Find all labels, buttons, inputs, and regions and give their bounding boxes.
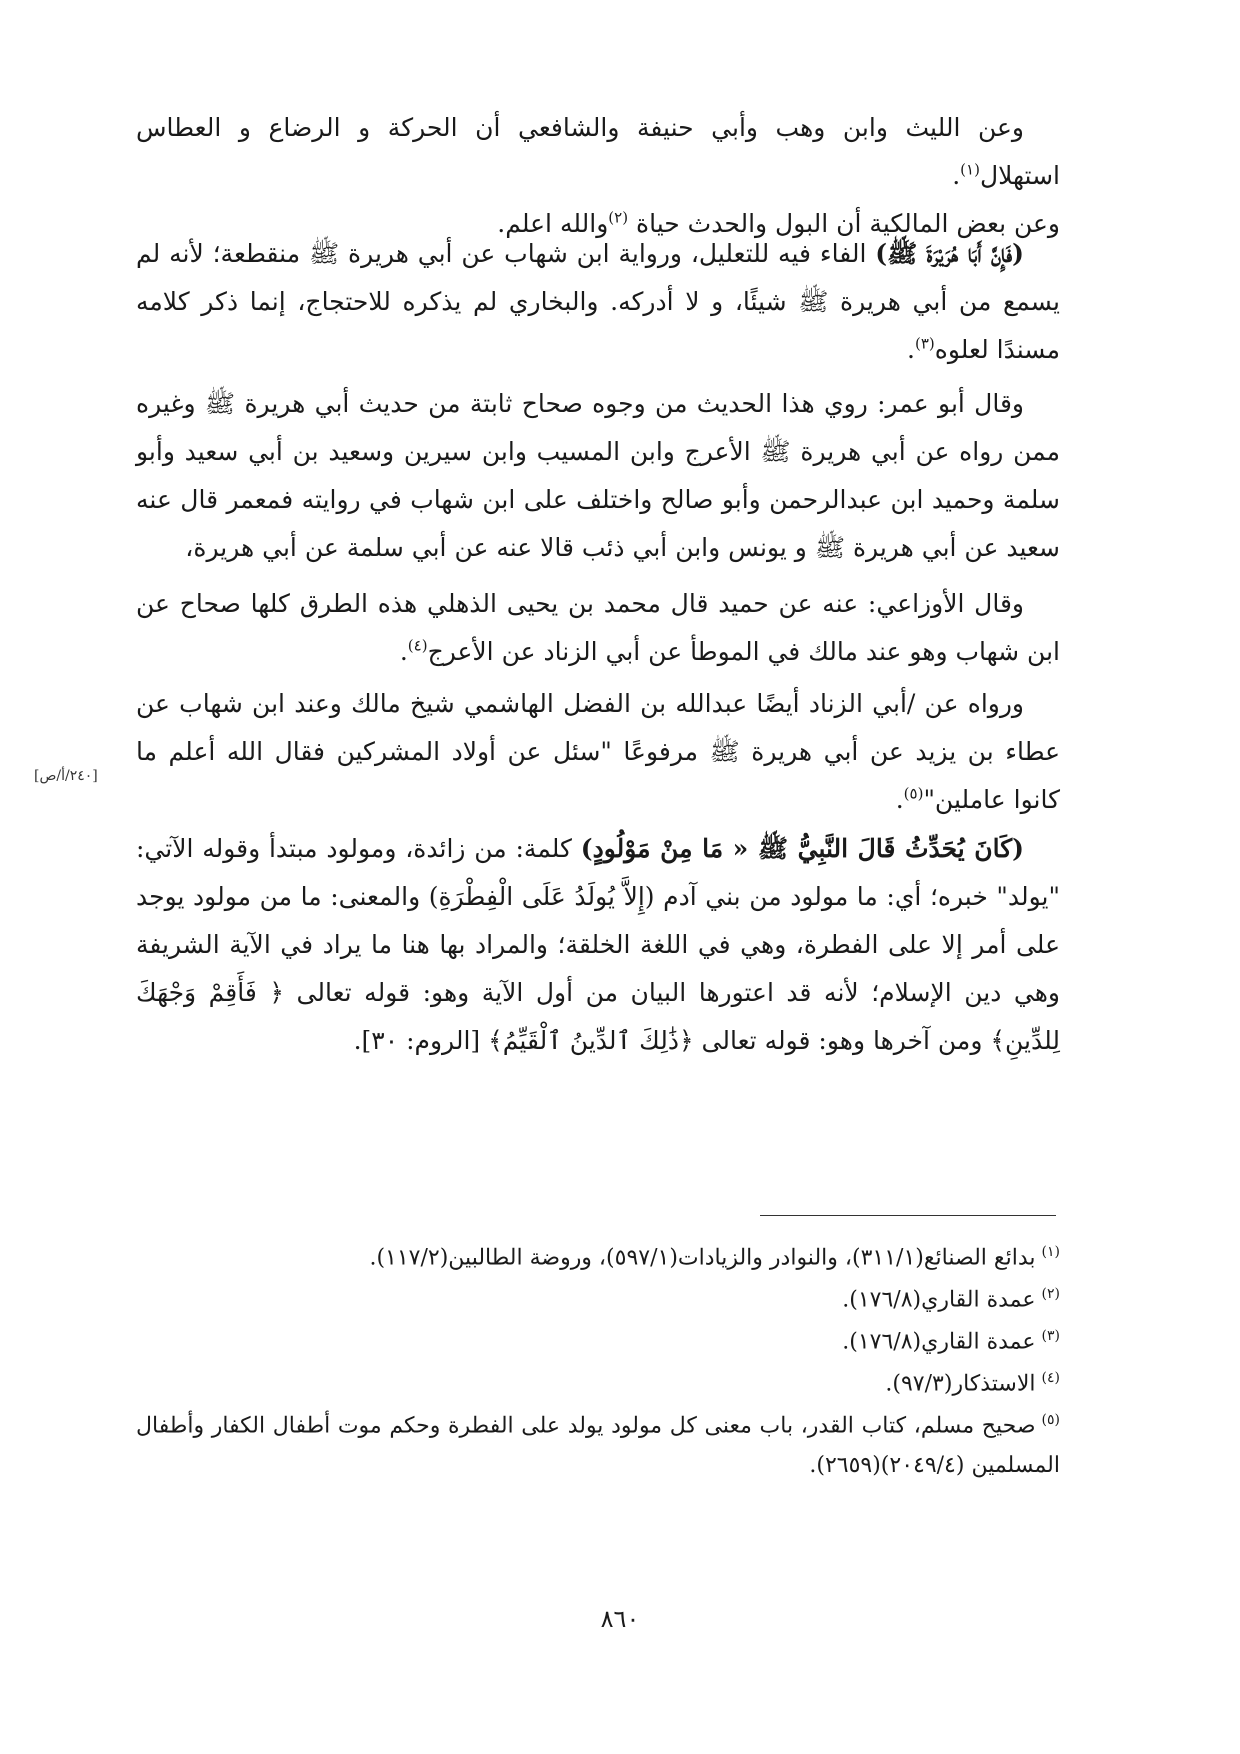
footnote-ref: (٢) <box>608 208 629 227</box>
paragraph-text: وقال أبو عمر: روي هذا الحديث من وجوه صحاح ثابتة من حديث أبي هريرة ﷺ وغيره ممن رواه عن أبي هريرة ﷺ الأعرج وابن المسيب وابن سيرين وسعيد بن أبي سعيد وأبو سلمة وحميد ابن عبدالرحمن وأبو صالح واختلف على ابن شهاب في روايته فمعمر قال عنه سعيد عن أبي هريرة ﷺ و يونس وابن أبي ذئب قالا عنه عن أبي سلمة عن أبي هريرة، <box>136 389 1060 562</box>
footnote-separator <box>760 1215 1056 1216</box>
paragraph-text: كلمة: من زائدة، ومولود مبتدأ وقوله الآتي: "يولد" خبره؛ أي: ما مولود من بني آدم (إِلاَّ يُولَدُ عَلَى الْفِطْرَةِ) والمعنى: ما من مولود يوجد على أمر إلا على الفطرة، وهي في اللغة الخلقة؛ والمراد بها هنا ما يراد في الآية الشريفة وهي دين الإسلام؛ لأنه قد اعتورها البيان من أول الآية وهو: قوله تعالى ﴿ فَأَقِمْ وَجْهَكَ لِلدِّينِ﴾ ومن آخرها وهو: قوله تعالى ﴿ذَٰلِكَ ٱلدِّينُ ٱلْقَيِّمُ﴾ [الروم: ٣٠]. <box>136 834 1060 1055</box>
paragraph-2: (فَإِنَّ أَبَا هُرَيْرَةَ ﷺ) الفاء فيه للتعليل، ورواية ابن شهاب عن أبي هريرة ﷺ منقطعة؛ لأنه لم يسمع من أبي هريرة ﷺ شيئًا، و لا أدركه. والبخاري لم يذكره للاحتجاج، إنما ذكر كلامه مسندًا لعلوه$^{(٣)}$. <box>136 239 1060 364</box>
paragraph-1: وعن الليث وابن وهب وأبي حنيفة والشافعي أن الحركة و الرضاع و العطاس استهلال$^{(١)}$. وعن بعض المالكية أن البول والحدث حياة $^{(٢)}$والله اعلم. <box>136 113 1060 238</box>
paragraph-text: ورواه عن /أبي الزناد أيضًا عبدالله بن الفضل الهاشمي شيخ مالك وعند ابن شهاب عن عطاء بن يزيد عن أبي هريرة ﷺ مرفوعًا "سئل عن أولاد المشركين فقال الله أعلم ما كانوا عاملين" <box>136 689 1060 814</box>
margin-folio-note: [٢٤٠/أ/ص] <box>34 768 98 784</box>
footnote: $^{(١)}$بدائع الصنائع(٣١١/١)، والنوادر والزيادات(٥٩٧/١)، وروضة الطالبين(١١٧/٢). <box>369 1244 1060 1271</box>
paragraph-text: وقال الأوزاعي: عنه عن حميد قال محمد بن يحيى الذهلي هذه الطرق كلها صحاح عن ابن شهاب وهو عند مالك في الموطأ عن أبي الزناد عن الأعرج <box>136 589 1060 666</box>
footnote-ref: (٤) <box>407 636 428 655</box>
paragraph-6 <box>136 825 1060 1065</box>
footnote: $^{(٥)}$صحيح مسلم، كتاب القدر، باب معنى كل مولود يولد على الفطرة وحكم موت أطفال الكفار وأطفال المسلمين (٢٠٤٩/٤)(٢٦٥٩). <box>136 1412 1060 1479</box>
footnote: $^{(٤)}$الاستذكار(٩٧/٣). <box>885 1370 1060 1397</box>
page-number: ٨٦٠ <box>600 1605 640 1633</box>
matn-quote: (كَانَ يُحَدِّثُ قَالَ النَّبِيُّ ﷺ « مَا مِنْ مَوْلُودٍ) <box>580 834 1024 863</box>
footnote-ref: (١) <box>960 160 980 179</box>
paragraph-text: وعن الليث وابن وهب وأبي حنيفة والشافعي أن الحركة و الرضاع و العطاس استهلال <box>136 113 1060 190</box>
footnote-ref: (٣) <box>914 334 935 353</box>
paragraph-3 <box>136 380 1060 572</box>
paragraph-5: ورواه عن /أبي الزناد أيضًا عبدالله بن الفضل الهاشمي شيخ مالك وعند ابن شهاب عن عطاء بن يزيد عن أبي هريرة ﷺ مرفوعًا "سئل عن أولاد المشركين فقال الله أعلم ما كانوا عاملين"$^{(٥)}$. <box>136 689 1060 814</box>
matn-quote: (فَإِنَّ أَبَا هُرَيْرَةَ ﷺ) <box>875 239 1024 268</box>
footnote: $^{(٣)}$عمدة القاري(١٧٦/٨). <box>842 1328 1060 1355</box>
paragraph-4: وقال الأوزاعي: عنه عن حميد قال محمد بن يحيى الذهلي هذه الطرق كلها صحاح عن ابن شهاب وهو عند مالك في الموطأ عن أبي الزناد عن الأعرج$^{(٤)}$. <box>136 589 1060 666</box>
footnote: $^{(٢)}$عمدة القاري(١٧٦/٨). <box>842 1286 1060 1313</box>
footnote-ref: (٥) <box>903 784 924 803</box>
paragraph-text: وعن بعض المالكية أن البول والحدث حياة <box>628 209 1060 238</box>
paragraph-text: الفاء فيه للتعليل، ورواية ابن شهاب عن أبي هريرة ﷺ منقطعة؛ لأنه لم يسمع من أبي هريرة ﷺ شيئًا، و لا أدركه. والبخاري لم يذكره للاحتجاج، إنما ذكر كلامه مسندًا لعلوه <box>136 239 1060 364</box>
